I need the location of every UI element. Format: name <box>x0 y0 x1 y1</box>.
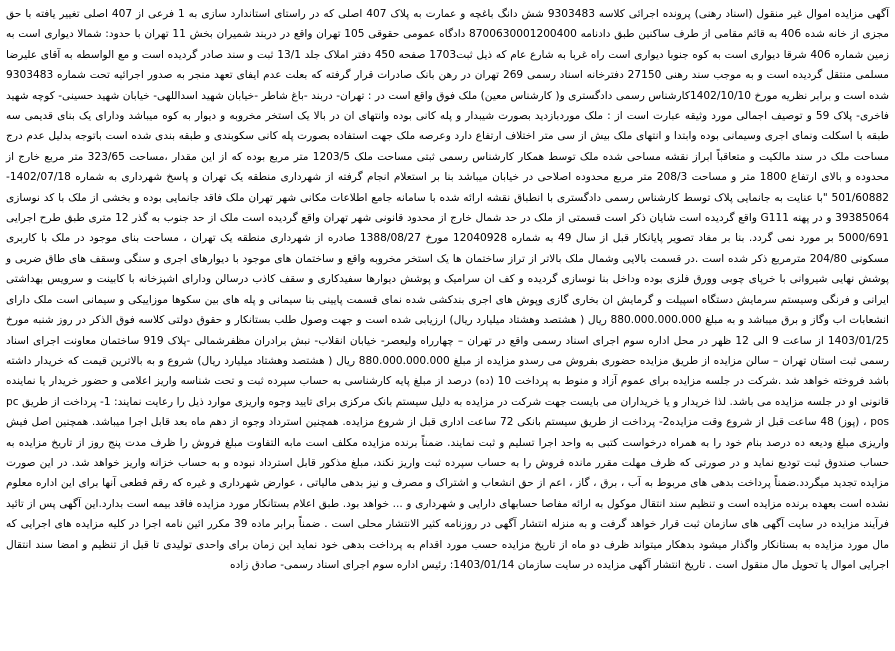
auction-notice-text: آگهی مزایده اموال غیر منقول (اسناد رهنی) پرونده اجرائی کلاسه 9303483 شش دانگ باغچه و عمارت به پلاک 407 اصلی که در راستای استاندارد سازی به 1 فرعی از 407 اصلی تغییر یافته با حق مجزی از خانه شده 406 به قائم مقامی از طرف ساکنین طبق دادنامه 8700630001200400 دادگاه عمومی حقوقی 105 تهران واقع در دربند شمیران بخش 11 تهران با حدود: شمالا دیواری است به زمین شماره 406 شرقا دیواری است به کوه جنوبا دیواری است راه غربا به شارع عام که ذیل ثبت1703 صفحه 450 دفتر املاک جلد 13/1 ثبت و سند صادر گردیده است و مع الواسطه به آقای علیرضا مسلمی منتقل گردیده است و به موجب سند رهنی 27150 دفترخانه اسناد رسمی 269 تهران در رهن بانک صادرات قرار گرفته که بعلت عدم ایفای تعهد منجر به صدور اجرائیه تحت شماره 9303483 شده است و برابر نظریه مورخ 1402/10/10کارشناس رسمی دادگستری و( کارشناس معین) ملک فوق واقع است در : تهران- دربند -باغ شاطر -خیابان شهید اسداللهی- خیابان شهید حسینی- کوچه شهید فاخری- پلاک 59 و توصیف اجمالی مورد وثیقه عبارت است از : ملک موردبازدید بصورت شیبدار و پله کانی بوده وانتهای ان در بالا یک استخر مخروبه و دیوار به کوه میباشد ودارای یک بنای قدیمی سه طبقه با اسکلت ونمای اجری وسیمانی بوده وابتدا و انتهای ملک بیش از سی متر اختلاف ارتفاع دارد وعرصه ملک جهت استفاده بصورت پله کانی سکوبندی و طبقه بندی شده است باتوجه بدلیل عدم درج مساحت ملک در سند مالکیت و متعاقباً ابراز نقشه مساحی شده ملک توسط همکار کارشناس رسمی ثبتی مساحت ملک 1203/5 متر مربع بوده که از این مقدار ،مساحت 323/65 متر مربع خارج از محدوده و بالای ارتفاع 1800 متر و مساحت 208/3 متر مربع محدوده اصلاحی در خیابان میباشد بنا بر استعلام انجام گرفته از شهرداری منطقه یک تهران و پاسخ شهرداری به شماره 1402/07/18-501/60882 "با عنایت به جانمایی پلاک توسط کارشناس رسمی دادگستری با انطباق نقشه ارائه شده با سامانه جامع اطلاعات مکانی شهر تهران ملک فاقد جانمایی بوده و بخشی از ملک با کد نوسازی 39385064 و در پهنه G111 واقع گردیده است شایان ذکر است قسمتی از ملک در حد شمال خارج از محدود قانونی شهر تهران واقع گردیده است ملک از حد جنوب به گذر 12 متری طبق طرح اجرایی 5000/691 بر مورد نمی گردد. بنا بر مفاد تصویر پایانکار قبل از سال 49 به شماره 12040928 مورخ 1388/08/27 صادره از شهرداری منطقه یک تهران ، مساحت بنای موجود در ملک با کاربری مسکونی 204/80 مترمربع ذکر شده است .در قسمت بالایی وشمال ملک بالاتر از تراز ساختمان ها یک استخر مخروبه واقع و ساختمان های موجود با دیوارهای اجری و سنگی وسقف های طاق ضربی و پوشش نهایی شیروانی با خرپای چوبی وورق فلزی بوده وداخل بنا نوسازی گردیده و کف ان سرامیک و پوشش دیوارها سفیدکاری و سقف کاذب درسالن ودارای اشپزخانه با کابینت و سرویس بهداشتی ایرانی و فرنگی وسیستم سرمایش دستگاه اسپیلت و گرمایش ان بخاری گازی وپوش های اجری بندکشی شده نمای قسمت پایینی بنا سیمانی و پله های بین سکوها موزاییکی و سیمانی است ملک دارای انشعابات اب وگاز و برق میباشد و به مبلغ 880.000.000.000 ریال ( هشتصد وهشتاد میلیارد ریال) ارزیابی شده است و جهت وصول طلب بستانکار و حقوق دولتی کلاسه فوق الذکر در روز شنبه مورخ 1403/01/25 از ساعت 9 الی 12 ظهر در محل اداره سوم اجرای اسناد رسمی واقع در تهران – چهارراه ولیعصر- خیابان انقلاب- نبش برادران مظفرشمالی -پلاک 919 ساختمان معاونت اجرای اسناد رسمی ثبت استان تهران – سالن مزایده از طریق مزایده حضوری بفروش می رسدو مزایده از مبلغ 880.000.000.000 ریال ( هشتصد وهشتاد میلیارد ریال) شروع و به بالاترین قیمت که خریدار داشته باشد فروخته خواهد شد .شرکت در جلسه مزایده برای عموم آزاد و منوط به پرداخت 10 (ده) درصد از مبلغ پایه کارشناسی به حساب سپرده ثبت و تحت شناسه واریز اعلامی و حضور خریدار یا نماینده قانونی او در جلسه مزایده می باشد. لذا خریدار و یا خریداران می بایست جهت شرکت در مزایده به دلیل سیستم بانک مرکزی برای تایید وجوه واریزی موارد ذیل را رعایت نمایند: 1- پرداخت از طریق pc pos ، (پوز) 48 ساعت قبل از شروع وقت مزایده2- پرداخت از طریق سیستم بانکی 72 ساعت اداری قبل از شروع مزایده. همچنین استرداد وجوه از دهم ماه بعد قابل اجرا میباشد. همچنین اصل فیش واریزی مبلغ ودیعه ده درصد بنام خود را به همراه درخواست کتبی به واحد اجرا تسلیم و ثبت نمایند. ضمناً برنده مزایده مکلف است مابه التفاوت مبلغ فروش را ظرف مدت پنج روز از تاریخ مزایده به حساب صندوق ثبت تودیع نماید و در صورتی که ظرف مهلت مقرر مانده فروش را به حساب سپرده ثبت واریز نکند، مبلغ مذکور قابل استرداد نبوده و به حساب خزانه واریز خواهد شد. در این صورت مزایده تجدید میگردد.ضمناً پرداخت بدهی های مربوط به آب ، برق ، گاز ، اعم از حق انشعاب و اشتراک و مصرف و نیز بدهی مالیاتی ، عوارض شهرداری و غیره که رقم قطعی آنها برای این اداره معلوم نشده است بعهده برنده مزایده است و تنظیم سند انتقال موکول به ارائه مفاصا حسابهای دارایی و شهرداری و ... خواهد بود. طبق اعلام بستانکار مورد مزایده فاقد بیمه است بدارد.این آگهی پس از تائید فرآیند مزایده در سایت آگهی های سازمان ثبت قرار خواهد گرفت و به منزله انتشار آگهی در روزنامه کثیر الانتشار محلی است . ضمناً برابر ماده 39 مکرر ائین نامه اجرا در کلیه مزایده های اجرایی که مال مورد مزایده به بستانکار واگذار میشود بدهکار میتواند ظرف دو ماه از تاریخ مزایده حسب مورد اقدام به پرداخت بدهی خود نماید این زمان برای واحدی تولیدی تا قبل از تنظیم و امضا سند انتقال اجرایی اموال یا تحویل مال منقول است . تاریخ انتشار آگهی مزایده در سایت سازمان 1403/01/14: رئیس اداره سوم اجرای اسناد رسمی- صادق زاده <box>6 8 890 571</box>
